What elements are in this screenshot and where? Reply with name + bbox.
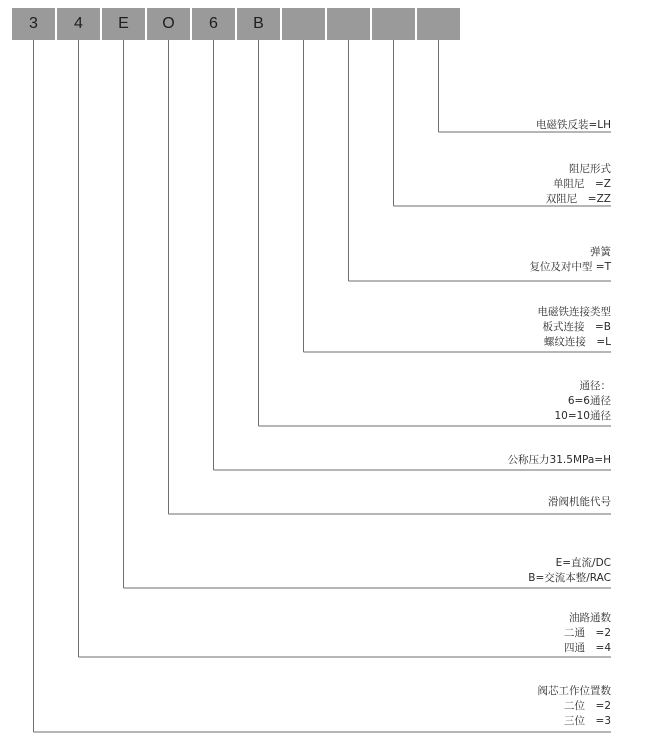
legend-nominal-size: 通径： 6=6通径 10=10通径 bbox=[554, 380, 611, 422]
legend-spool-positions: 阀芯工作位置数 二位 =2 三位 =3 bbox=[537, 685, 611, 727]
code-box-10 bbox=[417, 8, 460, 40]
code-box-2: 4 bbox=[57, 8, 100, 40]
legend-reverse-solenoid: 电磁铁反装=LH bbox=[535, 119, 611, 131]
code-box-8 bbox=[327, 8, 370, 40]
legend-port-count: 油路通数 二通 =2 四通 =4 bbox=[564, 612, 611, 654]
legend-spool-function: 滑阀机能代号 bbox=[548, 496, 611, 508]
code-box-1: 3 bbox=[12, 8, 55, 40]
legend-damping-type: 阻尼形式 单阻尼 =Z 双阻尼 =ZZ bbox=[545, 163, 611, 205]
code-box-6: B bbox=[237, 8, 280, 40]
legend-power-type: E=直流/DC B=交流本整/RAC bbox=[528, 557, 611, 584]
legend-solenoid-connection: 电磁铁连接类型 板式连接 =B 螺纹连接 =L bbox=[537, 306, 611, 348]
legend-nominal-pressure: 公称压力31.5MPa=H bbox=[507, 454, 611, 466]
code-box-5: 6 bbox=[192, 8, 235, 40]
code-box-3: E bbox=[102, 8, 145, 40]
code-box-row bbox=[12, 8, 462, 40]
legend-spring: 弹簧 复位及对中型 =T bbox=[529, 246, 611, 273]
code-box-9 bbox=[372, 8, 415, 40]
code-box-7 bbox=[282, 8, 325, 40]
code-box-4: O bbox=[147, 8, 190, 40]
